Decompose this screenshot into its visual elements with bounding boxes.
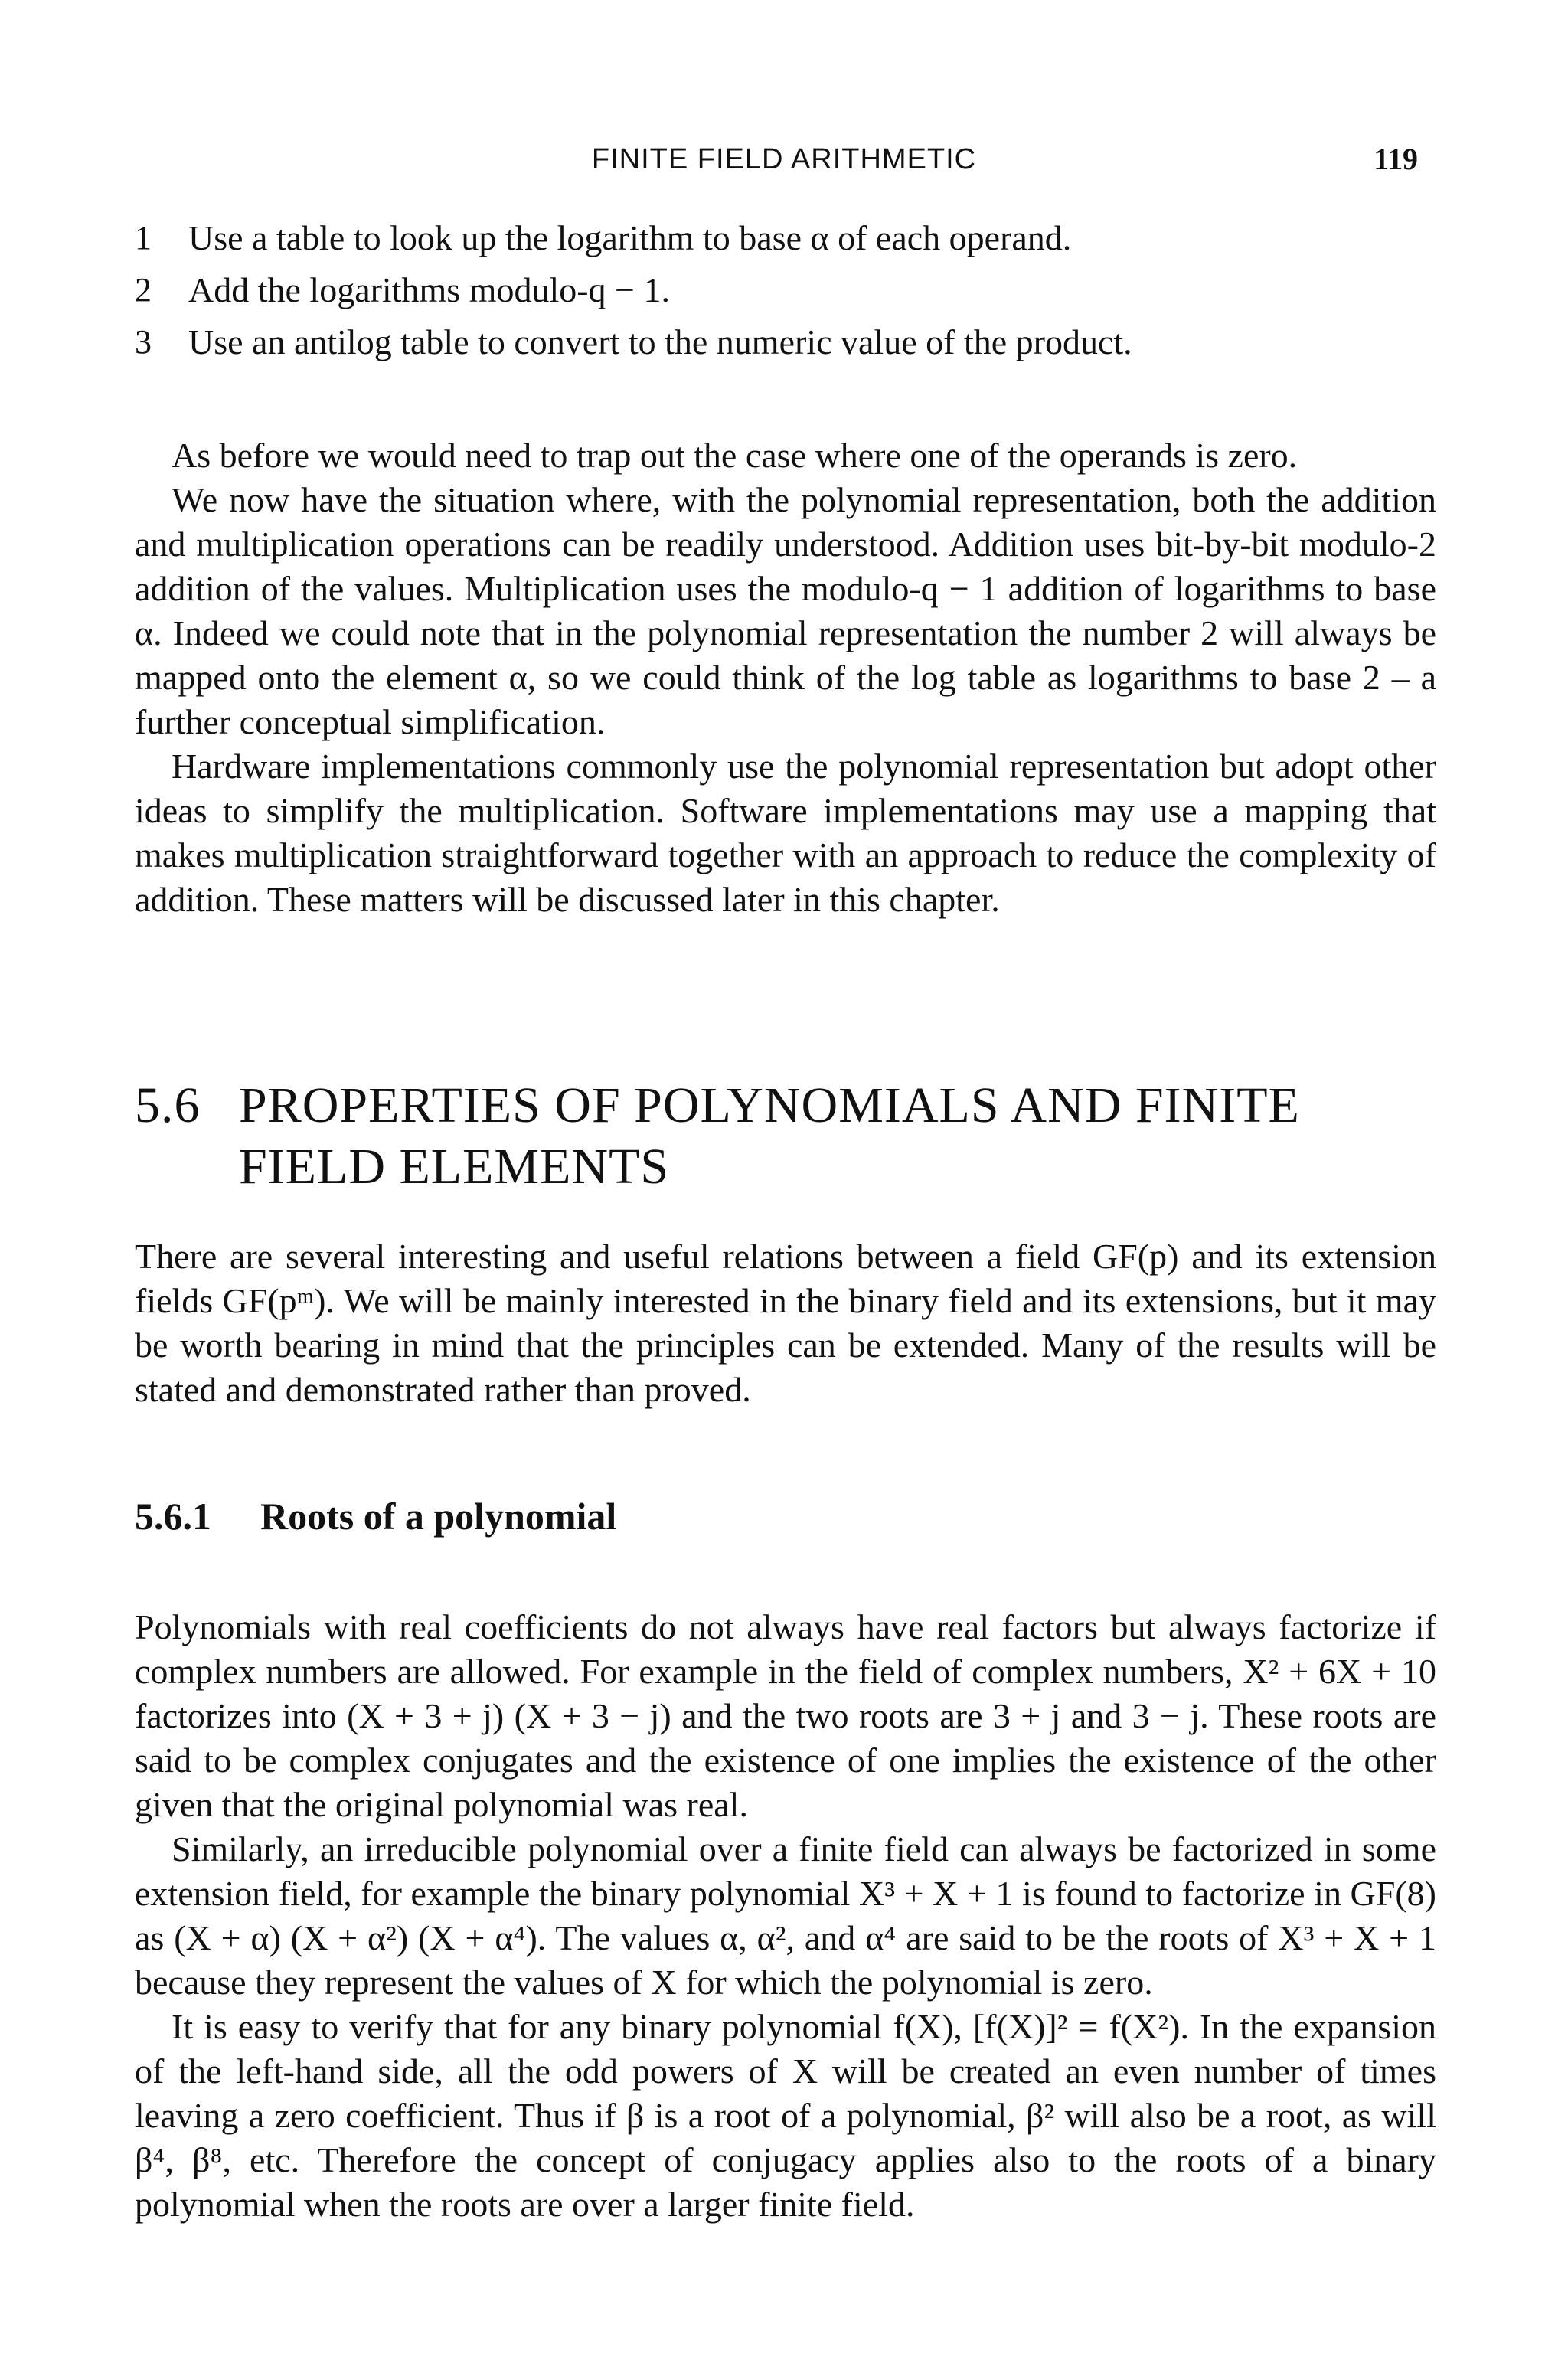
step-text: Use an antilog table to convert to the numeric value of the product. <box>188 322 1132 361</box>
arithmetic-discussion <box>135 433 1436 922</box>
paragraph: Polynomials with real coefficients do not always have real factors but always factorize if complex numbers are allowed. For example in the field of complex numbers, X² + 6X + 10 factorizes into (X + 3 + j) (X + 3 − j) and the two roots are 3 + j and 3 − j. These roots are said to be complex conjugates and the existence of one implies the existence of the other given that the original polynomial was real. <box>135 1607 1436 1824</box>
paragraph: As before we would need to trap out the case where one of the operands is zero. <box>172 436 1298 475</box>
step-number: 2 <box>135 271 152 309</box>
subsection-title: Roots of a polynomial <box>260 1495 617 1538</box>
step-item <box>135 268 1436 312</box>
paragraph: Hardware implementations commonly use the polynomial representation but adopt other ideas to simplify the multiplication. Software implementations may use a mapping that makes multiplication straightforward together with an approach to reduce the complexity of addition. These matters will be discussed later in this chapter. <box>135 747 1436 919</box>
running-head <box>0 136 1568 182</box>
step-text: Use a table to look up the logarithm to base α of each operand. <box>188 218 1072 257</box>
step-text: Add the logarithms modulo-q − 1. <box>188 270 670 309</box>
paragraph: It is easy to verify that for any binary polynomial f(X), [f(X)]² = f(X²). In the expansion of the left-hand side, all the odd powers of X will be created an even number of times leaving a zero coefficient. Thus if β is a root of a polynomial, β² will also be a root, as will β⁴, β⁸, etc. Therefore the concept of conjugacy applies also to the roots of a binary polynomial when the roots are over a larger finite field. <box>135 2007 1436 2224</box>
step-item <box>135 320 1436 364</box>
paragraph: We now have the situation where, with the polynomial representation, both the addition and multiplication operations can be readily understood. Addition uses bit-by-bit modulo-2 addition of the values. Multiplication uses the modulo-q − 1 addition of logarithms to base α. Indeed we could note that in the polynomial representation the number 2 will always be mapped onto the element α, so we could think of the log table as logarithms to base 2 – a further conceptual simplification. <box>135 480 1436 741</box>
numbered-steps <box>135 216 1436 372</box>
step-number: 3 <box>135 323 152 361</box>
section-number: 5.6 <box>135 1077 201 1133</box>
paragraph: There are several interesting and useful relations between a field GF(p) and its extension fields GF(pᵐ). We will be mainly interested in the binary field and its extensions, but it may be worth bearing in mind that the principles can be extended. Many of the results will be stated and demonstrated rather than proved. <box>135 1237 1436 1409</box>
section-intro <box>135 1234 1436 1412</box>
step-item <box>135 216 1436 260</box>
page-number: 119 <box>1374 142 1418 176</box>
section-title: PROPERTIES OF POLYNOMIALS AND FINITE FIELD ELEMENTS <box>239 1077 1300 1195</box>
subsection-heading <box>135 1493 616 1539</box>
step-number: 1 <box>135 219 152 257</box>
subsection-number: 5.6.1 <box>135 1495 211 1538</box>
roots-discussion <box>135 1605 1436 2227</box>
paragraph: Similarly, an irreducible polynomial over a finite field can always be factorized in some extension field, for example the binary polynomial X³ + X + 1 is found to factorize in GF(8) as (X + α) (X + α²) (X + α⁴). The values α, α², and α⁴ are said to be the roots of X³ + X + 1 because they represent the values of X for which the polynomial is zero. <box>135 1829 1436 2002</box>
section-heading <box>135 1075 1436 1198</box>
running-title: FINITE FIELD ARITHMETIC <box>591 143 977 175</box>
